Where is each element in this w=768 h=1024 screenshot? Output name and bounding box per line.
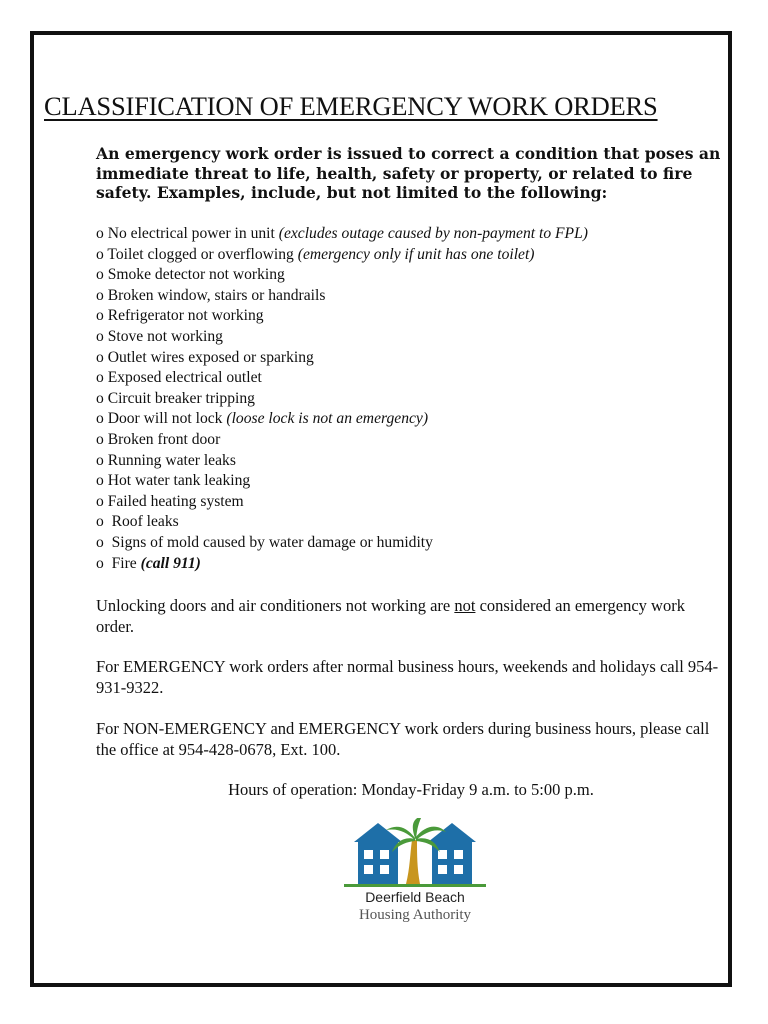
list-item: o Failed heating system <box>96 492 244 510</box>
list-item: o Exposed electrical outlet <box>96 369 262 387</box>
list-item: o Hot water tank leaking <box>96 472 251 490</box>
housing-authority-logo <box>340 818 490 933</box>
emergency-examples-list <box>96 224 588 574</box>
unlocking-note-paragraph: Unlocking doors and air conditioners not working are not considered an emergency work order. <box>96 596 685 636</box>
list-item: o Smoke detector not working <box>96 266 285 284</box>
list-item: o Broken front door <box>96 430 221 448</box>
not-emphasis: not <box>454 596 476 615</box>
list-item: o Stove not working <box>96 327 223 345</box>
document-title: CLASSIFICATION OF EMERGENCY WORK ORDERS <box>44 91 658 121</box>
list-item: o Fire (call 911) <box>96 554 201 572</box>
list-item: o Refrigerator not working <box>96 307 264 325</box>
after-hours-paragraph: For EMERGENCY work orders after normal business hours, weekends and holidays call 954-931-9322. <box>96 657 719 697</box>
logo-text-line2: Housing Authority <box>358 907 472 923</box>
list-item: o Roof leaks <box>96 513 179 531</box>
list-item: o Broken window, stairs or handrails <box>96 286 326 304</box>
list-item: o Toilet clogged or overflowing (emergency only if unit has one toilet) <box>96 245 535 263</box>
list-item: o No electrical power in unit (excludes outage caused by non-payment to FPL) <box>96 225 588 242</box>
logo-text-line1: Deerfield Beach <box>365 889 465 905</box>
hours-of-operation: Hours of operation: Monday-Friday 9 a.m. to 5:00 p.m. <box>228 780 594 799</box>
list-item: o Running water leaks <box>96 451 236 469</box>
business-hours-paragraph: For NON-EMERGENCY and EMERGENCY work orders during business hours, please call the office at 954-428-0678, Ext. 100. <box>96 719 710 759</box>
list-item: o Circuit breaker tripping <box>96 389 255 407</box>
list-item: o Door will not lock (loose lock is not an emergency) <box>96 410 429 428</box>
houses-palm-icon <box>340 818 490 890</box>
list-item: o Signs of mold caused by water damage or humidity <box>96 533 433 551</box>
intro-paragraph: An emergency work order is issued to correct a condition that poses an immediate threat to life, health, safety or property, or related to fire safety. Examples, include, but not limited to the following: <box>96 144 721 202</box>
list-item: o Outlet wires exposed or sparking <box>96 348 314 366</box>
